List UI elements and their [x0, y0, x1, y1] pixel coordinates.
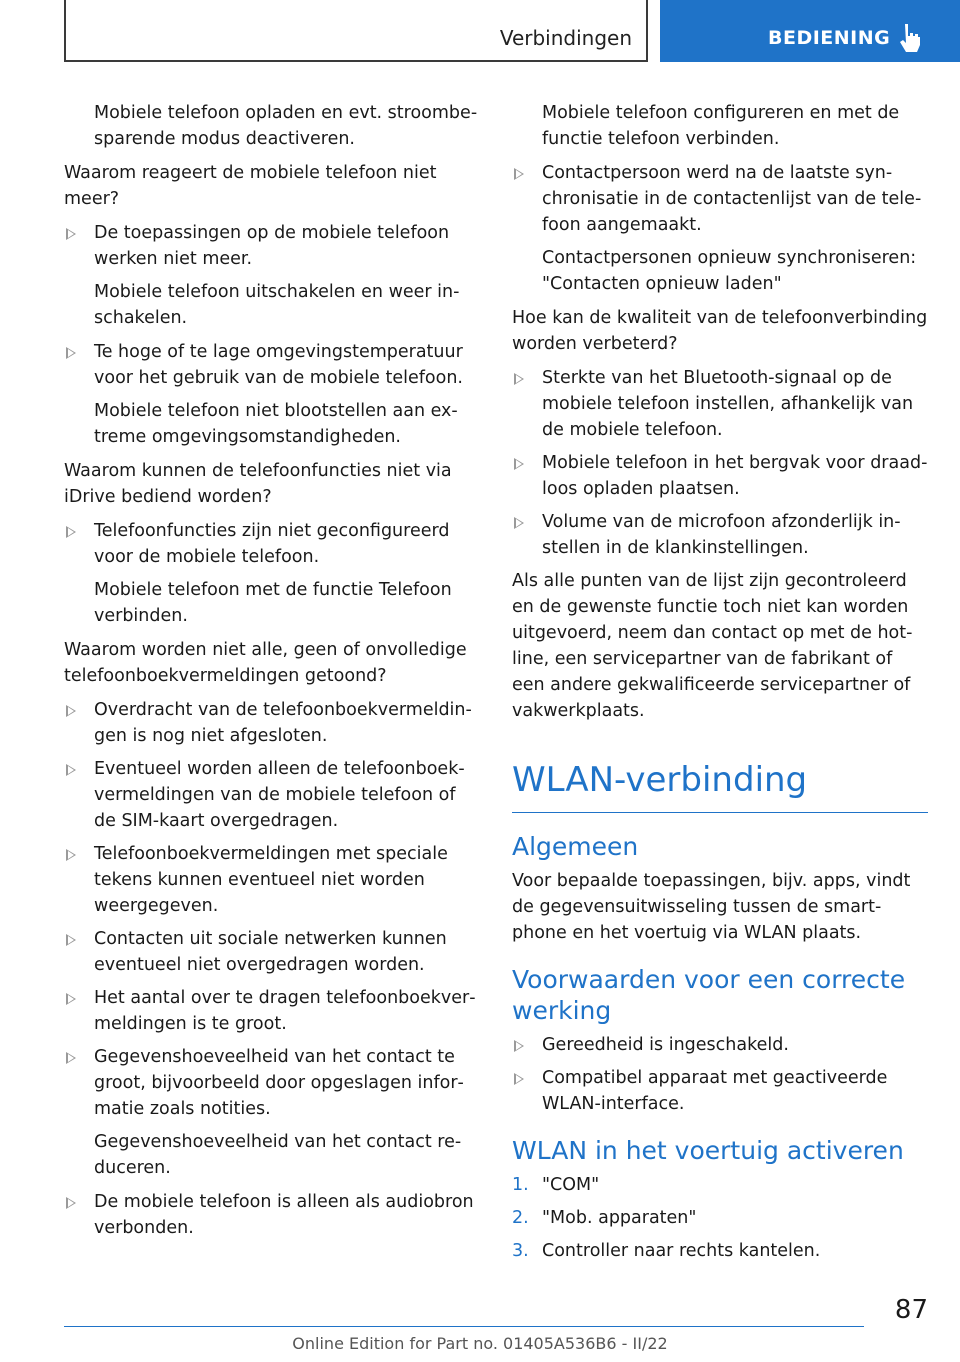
- bullet-triangle-icon: [66, 934, 76, 946]
- bullet-triangle-icon: [66, 993, 76, 1005]
- list-item: De toepassingen op de mobiele telefoon werken niet meer.: [64, 220, 480, 272]
- list-item: Sterkte van het Bluetooth-signaal op de mobiele telefoon instellen, afhankelijk van de mobiele telefoon.: [512, 365, 928, 443]
- bullet-triangle-icon: [66, 347, 76, 359]
- bullet-triangle-icon: [66, 764, 76, 776]
- step-item: [512, 1238, 928, 1264]
- bullet-triangle-icon: [66, 1197, 76, 1209]
- step-number: 1.: [512, 1175, 529, 1195]
- subsection-heading: Voorwaarden voor een correcte werking: [512, 965, 906, 1025]
- footer-edition: Online Edition for Part no. 01405A536B6 - II/22: [292, 1334, 668, 1353]
- bullet-triangle-icon: [514, 1040, 524, 1052]
- header-section-box: [64, 0, 648, 62]
- remedy-text: Mobiele telefoon met de functie Telefoon verbinden.: [94, 580, 452, 626]
- question-heading: Hoe kan de kwaliteit van de telefoonverbinding worden verbeterd?: [512, 308, 928, 354]
- header-chapter-tab: [660, 0, 960, 62]
- step-text: Controller naar rechts kantelen.: [542, 1241, 821, 1261]
- left-column: [64, 100, 480, 1248]
- list-item: Te hoge of te lage omgevingstemperatuur voor het gebruik van de mobiele telefoon.: [64, 339, 480, 391]
- bullet-triangle-icon: [514, 373, 524, 385]
- footer-divider: [64, 1326, 864, 1327]
- continued-text: Mobiele telefoon opladen en evt. stroombesparende modus deactiveren.: [94, 103, 478, 149]
- list-item: Contactpersoon werd na de laatste synchronisatie in de contactenlijst van de telefoon aangemaakt.: [512, 160, 928, 238]
- question-heading: Waarom reageert de mobiele telefoon niet meer?: [64, 163, 437, 209]
- body-paragraph: Voor bepaalde toepassingen, bijv. apps, vindt de gegevensuitwisseling tussen de smartphone en het voertuig via WLAN plaats.: [512, 871, 911, 943]
- continued-text: Mobiele telefoon configureren en met de functie telefoon verbinden.: [542, 103, 900, 149]
- bullet-triangle-icon: [66, 1052, 76, 1064]
- remedy-text: Mobiele telefoon uitschakelen en weer inschakelen.: [94, 282, 460, 328]
- list-item: Eventueel worden alleen de telefoonboekvermeldingen van de mobiele telefoon of de SIM-kaart overgedragen.: [64, 756, 480, 834]
- right-column: [512, 100, 928, 1271]
- list-item: Telefoonfuncties zijn niet geconfigureerd voor de mobiele telefoon.: [64, 518, 480, 570]
- step-text: "Mob. apparaten": [542, 1208, 697, 1228]
- header-chapter-title: BEDIENING: [768, 27, 891, 49]
- header-section-title: Verbindingen: [499, 26, 632, 50]
- question-heading: Waarom kunnen de telefoonfuncties niet via iDrive bediend worden?: [64, 461, 452, 507]
- bullet-triangle-icon: [66, 228, 76, 240]
- bullet-triangle-icon: [514, 1073, 524, 1085]
- question-heading: Waarom worden niet alle, geen of onvolledige telefoonboekvermeldingen getoond?: [64, 640, 467, 686]
- bullet-triangle-icon: [66, 705, 76, 717]
- step-item: [512, 1205, 928, 1231]
- bullet-triangle-icon: [66, 526, 76, 538]
- list-item: Mobiele telefoon in het bergvak voor draadloos opladen plaatsen.: [512, 450, 928, 502]
- list-item: Gereedheid is ingeschakeld.: [512, 1032, 928, 1058]
- bullet-triangle-icon: [514, 517, 524, 529]
- list-item: Gegevenshoeveelheid van het contact te groot, bijvoorbeeld door opgeslagen informatie zoals notities.: [64, 1044, 480, 1122]
- list-item: Contacten uit sociale netwerken kunnen eventueel niet overgedragen worden.: [64, 926, 480, 978]
- step-text: "COM": [542, 1175, 600, 1195]
- bullet-triangle-icon: [66, 849, 76, 861]
- body-paragraph: Als alle punten van de lijst zijn gecontroleerd en de gewenste functie toch niet kan worden uitgevoerd, neem dan contact op met de hotline, een servicepartner van de fabrikant of een andere gekwalificeerde servicepartner of vakwerkplaats.: [512, 571, 913, 721]
- remedy-text: Gegevenshoeveelheid van het contact reduceren.: [94, 1132, 462, 1178]
- page-number: 87: [894, 1295, 928, 1325]
- list-item: Compatibel apparaat met geactiveerde WLAN-interface.: [512, 1065, 928, 1117]
- list-item: Het aantal over te dragen telefoonboekvermeldingen is te groot.: [64, 985, 480, 1037]
- list-item: Telefoonboekvermeldingen met speciale tekens kunnen eventueel niet worden weergegeven.: [64, 841, 480, 919]
- step-item: [512, 1172, 928, 1198]
- hand-pointer-icon: [896, 22, 924, 54]
- step-number: 3.: [512, 1241, 529, 1261]
- subsection-heading: WLAN in het voertuig activeren: [512, 1136, 904, 1165]
- bullet-triangle-icon: [514, 168, 524, 180]
- list-item: Overdracht van de telefoonboekvermeldingen is nog niet afgesloten.: [64, 697, 480, 749]
- subsection-heading: Algemeen: [512, 832, 639, 861]
- section-heading: WLAN-verbinding: [512, 758, 928, 813]
- remedy-text: Mobiele telefoon niet blootstellen aan extreme omgevingsomstandigheden.: [94, 401, 458, 447]
- list-item: Volume van de microfoon afzonderlijk instellen in de klankinstellingen.: [512, 509, 928, 561]
- list-item: De mobiele telefoon is alleen als audiobron verbonden.: [64, 1189, 480, 1241]
- step-number: 2.: [512, 1208, 529, 1228]
- bullet-triangle-icon: [514, 458, 524, 470]
- remedy-text: Contactpersonen opnieuw synchroniseren: "Contacten opnieuw laden": [542, 248, 917, 294]
